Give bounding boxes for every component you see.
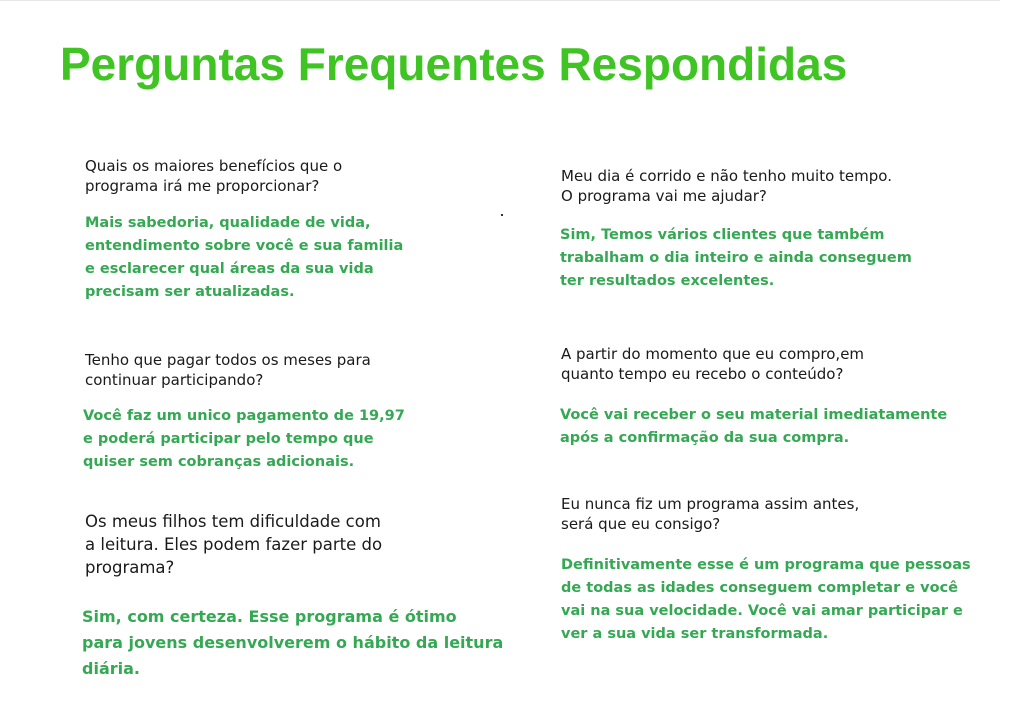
page-title: Perguntas Frequentes Respondidas	[60, 38, 848, 90]
faq-question-payment: Tenho que pagar todos os meses para continuar participando?	[85, 351, 371, 389]
faq-answer-delivery: Você vai receber o seu material imediatamente após a confirmação da sua compra.	[560, 407, 948, 446]
faq-question-time: Meu dia é corrido e não tenho muito tempo. O programa vai me ajudar?	[561, 167, 892, 205]
faq-answer-children: Sim, com certeza. Esse programa é ótimo para jovens desenvolverem o hábito da leitura diária.	[82, 607, 504, 678]
faq-question-children: Os meus filhos tem dificuldade com a leitura. Eles podem fazer parte do programa?	[85, 512, 383, 577]
top-divider	[0, 0, 1000, 1]
faq-question-benefits: Quais os maiores benefícios que o programa irá me proporcionar?	[85, 157, 343, 195]
faq-answer-first-time: Definitivamente esse é um programa que pessoas de todas as idades conseguem completar e você vai na sua velocidade. Você vai amar participar e ver a sua vida ser transformada.	[561, 557, 971, 642]
faq-question-delivery: A partir do momento que eu compro,em quanto tempo eu recebo o conteúdo?	[561, 345, 865, 383]
faq-answer-benefits: Mais sabedoria, qualidade de vida, entendimento sobre você e sua familia e esclarecer qual áreas da sua vida precisam ser atualizadas.	[85, 215, 404, 300]
faq-answer-payment: Você faz um unico pagamento de 19,97 e poderá participar pelo tempo que quiser sem cobranças adicionais.	[83, 408, 405, 470]
faq-answer-time: Sim, Temos vários clientes que também trabalham o dia inteiro e ainda conseguem ter resultados excelentes.	[560, 227, 912, 289]
stray-dot	[501, 214, 503, 216]
faq-question-first-time: Eu nunca fiz um programa assim antes, será que eu consigo?	[561, 495, 860, 533]
